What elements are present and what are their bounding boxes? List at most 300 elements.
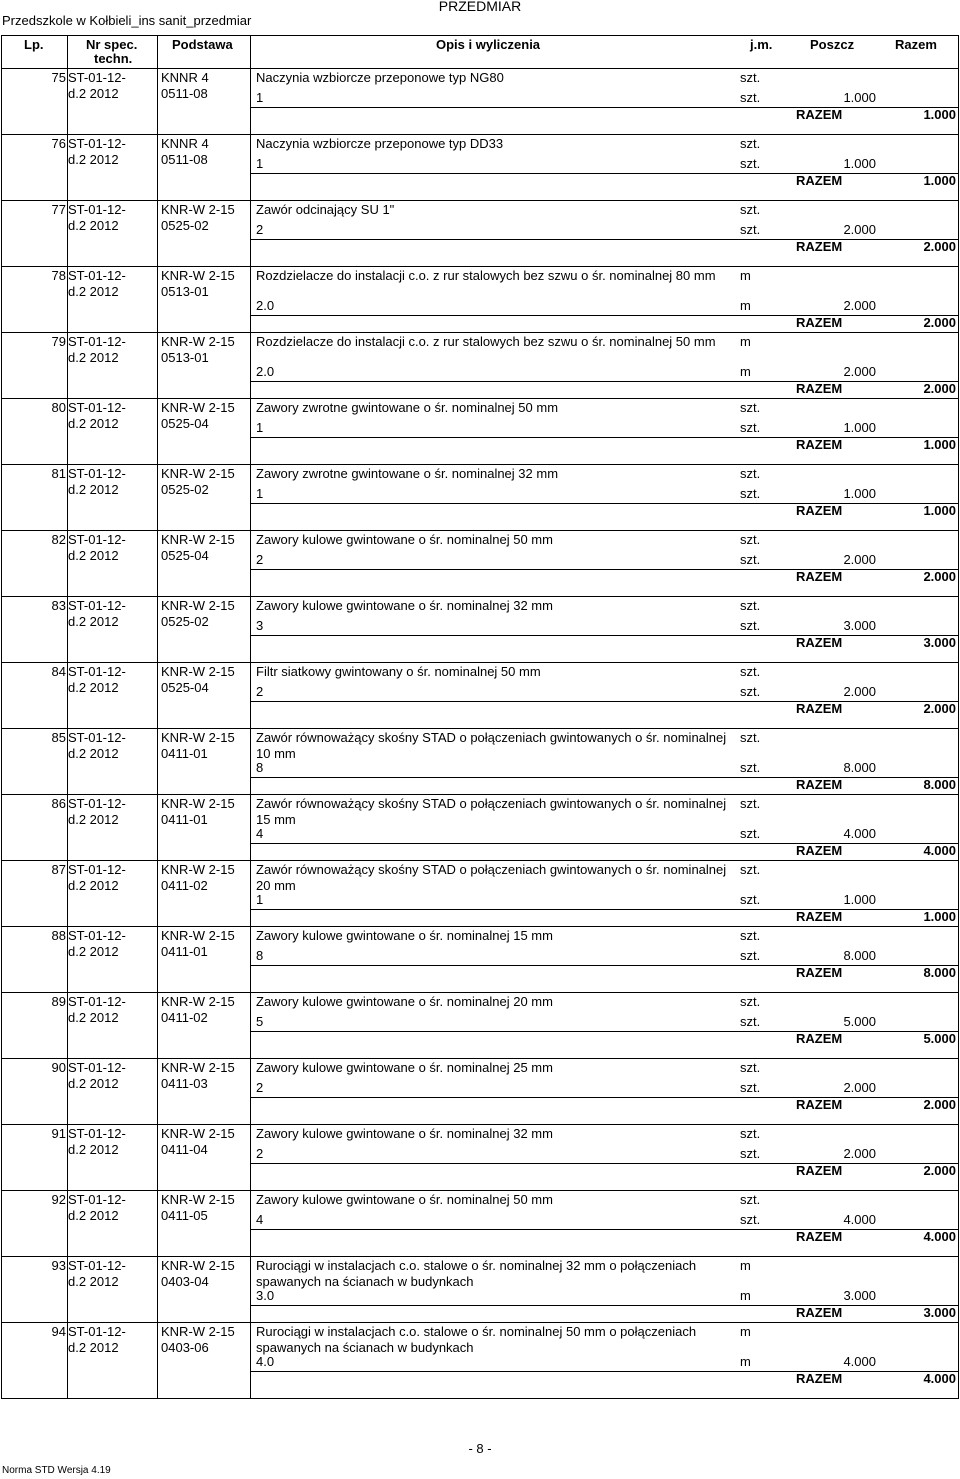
- entry-basis-code: 0411-05: [161, 1208, 208, 1223]
- entry-razem-value: 8.000: [923, 965, 956, 980]
- total-divider: [250, 381, 958, 382]
- entry-quantity-expr: 4: [256, 1212, 264, 1227]
- entry-lp: 78: [51, 268, 66, 283]
- entry-spec: ST-01-12-: [68, 1324, 126, 1339]
- table-row: [2, 1256, 958, 1322]
- entry-razem-label: RAZEM: [796, 1163, 843, 1178]
- entry-unit: m: [740, 1324, 751, 1339]
- table-row: [2, 1058, 958, 1124]
- entry-basis-code: 0525-02: [161, 482, 209, 497]
- row-divider: [2, 1322, 958, 1323]
- total-divider: [250, 1229, 958, 1230]
- entry-quantity-unit: szt.: [740, 420, 761, 435]
- entry-quantity-unit: szt.: [740, 90, 761, 105]
- entry-razem-value: 4.000: [923, 843, 956, 858]
- entry-unit: szt.: [740, 70, 761, 85]
- entry-quantity-expr: 1: [256, 486, 264, 501]
- total-divider: [250, 1305, 958, 1306]
- entry-lp: 91: [51, 1126, 66, 1141]
- entry-basis-code: 0513-01: [161, 350, 209, 365]
- entry-partial-value: 2.000: [843, 298, 876, 313]
- total-divider: [250, 1097, 958, 1098]
- entry-basis: KNR-W 2-15: [161, 1126, 235, 1141]
- entry-basis: KNR-W 2-15: [161, 334, 235, 349]
- row-divider: [2, 1124, 958, 1125]
- table-row: [2, 332, 958, 398]
- total-divider: [250, 909, 958, 910]
- entry-quantity-unit: szt.: [740, 684, 761, 699]
- entry-partial-value: 3.000: [843, 618, 876, 633]
- entry-description: Naczynia wzbiorcze przeponowe typ NG80: [256, 70, 504, 85]
- entry-partial-value: 2.000: [843, 1146, 876, 1161]
- entry-partial-value: 2.000: [843, 222, 876, 237]
- row-divider: [2, 926, 958, 927]
- entry-basis: KNR-W 2-15: [161, 796, 235, 811]
- entry-razem-value: 2.000: [923, 1097, 956, 1112]
- entry-quantity-expr: 1: [256, 90, 264, 105]
- entry-razem-value: 4.000: [923, 1229, 956, 1244]
- entry-spec: ST-01-12-: [68, 598, 126, 613]
- entry-razem-label: RAZEM: [796, 569, 843, 584]
- entry-unit: m: [740, 334, 751, 349]
- entry-partial-value: 3.000: [843, 1288, 876, 1303]
- entry-spec-year: d.2 2012: [68, 680, 119, 695]
- entry-lp: 82: [51, 532, 66, 547]
- entry-unit: szt.: [740, 1192, 761, 1207]
- table-row: [2, 992, 958, 1058]
- total-divider: [250, 1371, 958, 1372]
- entry-razem-value: 2.000: [923, 1163, 956, 1178]
- entry-description: Zawory kulowe gwintowane o śr. nominalnej 20 mm: [256, 994, 553, 1009]
- entry-unit: szt.: [740, 532, 761, 547]
- table-row: [2, 1190, 958, 1256]
- entry-basis-code: 0411-02: [161, 878, 208, 893]
- entry-lp: 92: [51, 1192, 66, 1207]
- entry-partial-value: 1.000: [843, 420, 876, 435]
- table-row: [2, 200, 958, 266]
- table-row: [2, 1322, 958, 1388]
- entry-spec: ST-01-12-: [68, 1258, 126, 1273]
- total-divider: [250, 315, 958, 316]
- entry-partial-value: 2.000: [843, 552, 876, 567]
- entry-basis: KNR-W 2-15: [161, 1192, 235, 1207]
- entry-basis: KNR-W 2-15: [161, 466, 235, 481]
- entry-partial-value: 4.000: [843, 826, 876, 841]
- entry-lp: 89: [51, 994, 66, 1009]
- entry-quantity-unit: szt.: [740, 222, 761, 237]
- column-header-razem: Razem: [895, 37, 937, 52]
- row-divider: [2, 596, 958, 597]
- entry-quantity-expr: 1: [256, 420, 264, 435]
- row-divider: [2, 662, 958, 663]
- entry-lp: 79: [51, 334, 66, 349]
- entry-razem-label: RAZEM: [796, 239, 843, 254]
- entry-quantity-expr: 8: [256, 760, 264, 775]
- entry-razem-value: 4.000: [923, 1371, 956, 1386]
- total-divider: [250, 1163, 958, 1164]
- entry-razem-label: RAZEM: [796, 173, 843, 188]
- entry-spec-year: d.2 2012: [68, 416, 119, 431]
- total-divider: [250, 635, 958, 636]
- total-divider: [250, 777, 958, 778]
- entry-razem-label: RAZEM: [796, 107, 843, 122]
- entry-spec: ST-01-12-: [68, 994, 126, 1009]
- entry-unit: szt.: [740, 730, 761, 745]
- table-row: [2, 530, 958, 596]
- entry-lp: 77: [51, 202, 66, 217]
- entry-razem-label: RAZEM: [796, 1031, 843, 1046]
- entry-description: Zawory kulowe gwintowane o śr. nominalnej 32 mm: [256, 1126, 553, 1141]
- entry-description: Zawór równoważący skośny STAD o połączeniach gwintowanych o śr. nominalnej 15 mm: [256, 796, 727, 827]
- entry-spec: ST-01-12-: [68, 136, 126, 151]
- entry-basis-code: 0403-06: [161, 1340, 209, 1355]
- row-divider: [2, 332, 958, 333]
- row-divider: [2, 794, 958, 795]
- entry-razem-label: RAZEM: [796, 315, 843, 330]
- row-divider: [2, 860, 958, 861]
- entry-description: Rurociągi w instalacjach c.o. stalowe o śr. nominalnej 50 mm o połączeniach spawanych na ścianach w budynkach: [256, 1324, 697, 1355]
- entry-spec-year: d.2 2012: [68, 1076, 119, 1091]
- entry-basis: KNR-W 2-15: [161, 1324, 235, 1339]
- entry-lp: 76: [51, 136, 66, 151]
- entry-quantity-expr: 2: [256, 552, 264, 567]
- entry-basis: KNR-W 2-15: [161, 664, 235, 679]
- software-version: Norma STD Wersja 4.19: [2, 1465, 111, 1476]
- entry-quantity-expr: 3.0: [256, 1288, 275, 1303]
- row-divider: [2, 530, 958, 531]
- total-divider: [250, 701, 958, 702]
- document-title: PRZEDMIAR: [438, 0, 522, 14]
- table-row: [2, 728, 958, 794]
- entry-description: Rozdzielacze do instalacji c.o. z rur stalowych bez szwu o śr. nominalnej 80 mm: [256, 268, 716, 283]
- entry-quantity-expr: 2: [256, 222, 264, 237]
- entry-basis-code: 0525-04: [161, 548, 209, 563]
- entry-quantity-expr: 1: [256, 156, 264, 171]
- column-header-podstawa: Podstawa: [172, 37, 233, 52]
- entry-lp: 80: [51, 400, 66, 415]
- entry-spec: ST-01-12-: [68, 730, 126, 745]
- entry-quantity-expr: 2: [256, 1080, 264, 1095]
- entry-lp: 87: [51, 862, 66, 877]
- entry-basis: KNR-W 2-15: [161, 268, 235, 283]
- entry-razem-label: RAZEM: [796, 437, 843, 452]
- entry-partial-value: 1.000: [843, 486, 876, 501]
- entry-description: Zawory zwrotne gwintowane o śr. nominalnej 32 mm: [256, 466, 559, 481]
- entry-unit: szt.: [740, 928, 761, 943]
- entry-description: Rurociągi w instalacjach c.o. stalowe o śr. nominalnej 32 mm o połączeniach spawanych na ścianach w budynkach: [256, 1258, 697, 1289]
- entry-partial-value: 1.000: [843, 892, 876, 907]
- entry-quantity-unit: m: [740, 1354, 751, 1369]
- entry-partial-value: 2.000: [843, 684, 876, 699]
- entry-spec: ST-01-12-: [68, 928, 126, 943]
- entry-razem-label: RAZEM: [796, 701, 843, 716]
- entry-razem-value: 2.000: [923, 315, 956, 330]
- entry-spec-year: d.2 2012: [68, 1208, 119, 1223]
- entry-description: Zawory kulowe gwintowane o śr. nominalnej 32 mm: [256, 598, 553, 613]
- entry-razem-value: 2.000: [923, 701, 956, 716]
- entry-basis: KNR-W 2-15: [161, 730, 235, 745]
- entry-unit: szt.: [740, 664, 761, 679]
- entry-basis-code: 0525-04: [161, 416, 209, 431]
- entry-spec-year: d.2 2012: [68, 944, 119, 959]
- entry-unit: szt.: [740, 598, 761, 613]
- entry-unit: szt.: [740, 136, 761, 151]
- total-divider: [250, 503, 958, 504]
- entry-spec: ST-01-12-: [68, 1192, 126, 1207]
- entry-spec: ST-01-12-: [68, 664, 126, 679]
- entry-quantity-unit: szt.: [740, 760, 761, 775]
- entry-unit: szt.: [740, 862, 761, 877]
- entry-basis: KNNR 4: [161, 136, 209, 151]
- entry-quantity-expr: 2: [256, 1146, 264, 1161]
- entry-spec-year: d.2 2012: [68, 548, 119, 563]
- entry-spec: ST-01-12-: [68, 400, 126, 415]
- total-divider: [250, 1031, 958, 1032]
- entry-lp: 88: [51, 928, 66, 943]
- entry-unit: szt.: [740, 400, 761, 415]
- entry-basis: KNR-W 2-15: [161, 994, 235, 1009]
- entry-spec: ST-01-12-: [68, 202, 126, 217]
- entry-razem-label: RAZEM: [796, 843, 843, 858]
- entry-partial-value: 8.000: [843, 760, 876, 775]
- estimate-table: [1, 35, 959, 1399]
- entry-spec: ST-01-12-: [68, 796, 126, 811]
- total-divider: [250, 107, 958, 108]
- entry-quantity-unit: szt.: [740, 486, 761, 501]
- entry-unit: szt.: [740, 994, 761, 1009]
- table-row: [2, 1124, 958, 1190]
- entry-lp: 75: [51, 70, 66, 85]
- entry-razem-label: RAZEM: [796, 381, 843, 396]
- entry-description: Zawór równoważący skośny STAD o połączeniach gwintowanych o śr. nominalnej 20 mm: [256, 862, 727, 893]
- column-header-spec-line2: techn.: [94, 51, 133, 66]
- entry-razem-label: RAZEM: [796, 965, 843, 980]
- entry-razem-label: RAZEM: [796, 1371, 843, 1386]
- entry-lp: 86: [51, 796, 66, 811]
- entry-basis: KNR-W 2-15: [161, 862, 235, 877]
- row-divider: [2, 200, 958, 201]
- entry-quantity-expr: 3: [256, 618, 264, 633]
- column-header-opis: Opis i wyliczenia: [436, 37, 541, 52]
- entry-spec-year: d.2 2012: [68, 614, 119, 629]
- entry-unit: szt.: [740, 796, 761, 811]
- entry-quantity-unit: szt.: [740, 552, 761, 567]
- entry-spec-year: d.2 2012: [68, 746, 119, 761]
- entry-description: Zawory kulowe gwintowane o śr. nominalnej 50 mm: [256, 1192, 553, 1207]
- entry-partial-value: 5.000: [843, 1014, 876, 1029]
- entry-basis: KNR-W 2-15: [161, 400, 235, 415]
- table-row: [2, 596, 958, 662]
- entry-description: Zawory kulowe gwintowane o śr. nominalnej 25 mm: [256, 1060, 553, 1075]
- entry-quantity-unit: szt.: [740, 892, 761, 907]
- entry-razem-value: 2.000: [923, 381, 956, 396]
- entry-quantity-expr: 1: [256, 892, 264, 907]
- total-divider: [250, 437, 958, 438]
- total-divider: [250, 239, 958, 240]
- entry-quantity-unit: m: [740, 298, 751, 313]
- entry-quantity-expr: 8: [256, 948, 264, 963]
- row-divider: [2, 266, 958, 267]
- entry-spec-year: d.2 2012: [68, 218, 119, 233]
- entry-description: Zawór odcinający SU 1": [256, 202, 395, 217]
- entry-basis-code: 0411-03: [161, 1076, 208, 1091]
- entry-quantity-unit: szt.: [740, 156, 761, 171]
- entry-spec-year: d.2 2012: [68, 878, 119, 893]
- entry-basis: KNR-W 2-15: [161, 598, 235, 613]
- entry-lp: 81: [51, 466, 66, 481]
- entry-razem-value: 1.000: [923, 173, 956, 188]
- entry-spec: ST-01-12-: [68, 70, 126, 85]
- total-divider: [250, 569, 958, 570]
- row-divider: [2, 1058, 958, 1059]
- entry-spec-year: d.2 2012: [68, 812, 119, 827]
- total-divider: [250, 173, 958, 174]
- table-row: [2, 860, 958, 926]
- entry-razem-value: 8.000: [923, 777, 956, 792]
- table-row: [2, 926, 958, 992]
- entry-razem-value: 1.000: [923, 107, 956, 122]
- entry-spec-year: d.2 2012: [68, 1010, 119, 1025]
- entry-razem-value: 3.000: [923, 1305, 956, 1320]
- entry-razem-value: 2.000: [923, 569, 956, 584]
- entry-spec-year: d.2 2012: [68, 1142, 119, 1157]
- entry-razem-label: RAZEM: [796, 635, 843, 650]
- entry-unit: szt.: [740, 202, 761, 217]
- entry-spec: ST-01-12-: [68, 1060, 126, 1075]
- entry-unit: szt.: [740, 1126, 761, 1141]
- entry-razem-value: 3.000: [923, 635, 956, 650]
- entry-spec: ST-01-12-: [68, 532, 126, 547]
- column-header-lp: Lp.: [24, 37, 44, 52]
- entry-partial-value: 8.000: [843, 948, 876, 963]
- entry-spec: ST-01-12-: [68, 862, 126, 877]
- entry-basis-code: 0411-02: [161, 1010, 208, 1025]
- entry-description: Rozdzielacze do instalacji c.o. z rur stalowych bez szwu o śr. nominalnej 50 mm: [256, 334, 716, 349]
- table-row: [2, 662, 958, 728]
- entry-razem-value: 5.000: [923, 1031, 956, 1046]
- entry-basis: KNNR 4: [161, 70, 209, 85]
- entry-description: Zawory kulowe gwintowane o śr. nominalnej 50 mm: [256, 532, 553, 547]
- entry-spec: ST-01-12-: [68, 268, 126, 283]
- entry-lp: 84: [51, 664, 66, 679]
- entry-razem-value: 2.000: [923, 239, 956, 254]
- entry-description: Zawory zwrotne gwintowane o śr. nominalnej 50 mm: [256, 400, 559, 415]
- entry-quantity-unit: m: [740, 1288, 751, 1303]
- entry-razem-label: RAZEM: [796, 1305, 843, 1320]
- entry-razem-value: 1.000: [923, 437, 956, 452]
- entry-basis: KNR-W 2-15: [161, 928, 235, 943]
- entry-unit: m: [740, 1258, 751, 1273]
- entry-description: Zawór równoważący skośny STAD o połączeniach gwintowanych o śr. nominalnej 10 mm: [256, 730, 727, 761]
- entry-basis-code: 0411-01: [161, 746, 208, 761]
- entry-spec: ST-01-12-: [68, 334, 126, 349]
- entry-quantity-expr: 2.0: [256, 364, 275, 379]
- entry-partial-value: 2.000: [843, 364, 876, 379]
- entry-quantity-unit: szt.: [740, 618, 761, 633]
- total-divider: [250, 965, 958, 966]
- entry-quantity-unit: szt.: [740, 1080, 761, 1095]
- entry-razem-value: 1.000: [923, 503, 956, 518]
- column-header-spec: Nr spec.: [86, 37, 138, 52]
- entry-basis-code: 0511-08: [161, 86, 208, 101]
- table-row: [2, 134, 958, 200]
- table-row: [2, 794, 958, 860]
- entry-quantity-expr: 2: [256, 684, 264, 699]
- entry-quantity-unit: szt.: [740, 1014, 761, 1029]
- entry-quantity-expr: 2.0: [256, 298, 275, 313]
- entry-partial-value: 1.000: [843, 90, 876, 105]
- entry-spec-year: d.2 2012: [68, 1340, 119, 1355]
- entry-basis-code: 0511-08: [161, 152, 208, 167]
- page-number: - 8 -: [468, 1441, 492, 1456]
- entry-basis-code: 0525-04: [161, 680, 209, 695]
- table-row: [2, 398, 958, 464]
- entry-unit: szt.: [740, 466, 761, 481]
- row-divider: [2, 1256, 958, 1257]
- entry-spec-year: d.2 2012: [68, 284, 119, 299]
- entry-basis: KNR-W 2-15: [161, 1258, 235, 1273]
- entry-quantity-unit: szt.: [740, 1146, 761, 1161]
- row-divider: [2, 398, 958, 399]
- entry-spec-year: d.2 2012: [68, 1274, 119, 1289]
- entry-spec-year: d.2 2012: [68, 482, 119, 497]
- entry-razem-label: RAZEM: [796, 909, 843, 924]
- entry-spec: ST-01-12-: [68, 466, 126, 481]
- entry-spec: ST-01-12-: [68, 1126, 126, 1141]
- column-header-poszcz: Poszcz: [810, 37, 855, 52]
- entry-basis-code: 0411-01: [161, 812, 208, 827]
- row-divider: [2, 992, 958, 993]
- entry-description: Zawory kulowe gwintowane o śr. nominalnej 15 mm: [256, 928, 553, 943]
- entry-partial-value: 4.000: [843, 1354, 876, 1369]
- entry-partial-value: 4.000: [843, 1212, 876, 1227]
- entry-lp: 90: [51, 1060, 66, 1075]
- entry-razem-value: 1.000: [923, 909, 956, 924]
- entry-spec-year: d.2 2012: [68, 350, 119, 365]
- entry-razem-label: RAZEM: [796, 1097, 843, 1112]
- entry-unit: m: [740, 268, 751, 283]
- entry-quantity-unit: m: [740, 364, 751, 379]
- entry-basis-code: 0411-01: [161, 944, 208, 959]
- entry-lp: 85: [51, 730, 66, 745]
- row-divider: [2, 134, 958, 135]
- entry-lp: 83: [51, 598, 66, 613]
- entry-quantity-unit: szt.: [740, 826, 761, 841]
- row-divider: [2, 464, 958, 465]
- entry-basis-code: 0513-01: [161, 284, 209, 299]
- entry-basis-code: 0403-04: [161, 1274, 209, 1289]
- column-header-jm: j.m.: [750, 37, 773, 52]
- entry-basis: KNR-W 2-15: [161, 202, 235, 217]
- entry-quantity-expr: 5: [256, 1014, 264, 1029]
- entry-quantity-unit: szt.: [740, 1212, 761, 1227]
- entry-partial-value: 2.000: [843, 1080, 876, 1095]
- entry-description: Filtr siatkowy gwintowany o śr. nominalnej 50 mm: [256, 664, 541, 679]
- entry-spec-year: d.2 2012: [68, 86, 119, 101]
- project-title: Przedszkole w Kołbieli_ins sanit_przedmiar: [2, 13, 252, 28]
- entry-lp: 94: [51, 1324, 66, 1339]
- entry-razem-label: RAZEM: [796, 503, 843, 518]
- column-header-row: [2, 36, 958, 69]
- entry-quantity-unit: szt.: [740, 948, 761, 963]
- entry-basis: KNR-W 2-15: [161, 1060, 235, 1075]
- entry-razem-label: RAZEM: [796, 777, 843, 792]
- entry-lp: 93: [51, 1258, 66, 1273]
- row-divider: [2, 1190, 958, 1191]
- row-divider: [2, 728, 958, 729]
- entry-quantity-expr: 4: [256, 826, 264, 841]
- page-header: [0, 0, 960, 34]
